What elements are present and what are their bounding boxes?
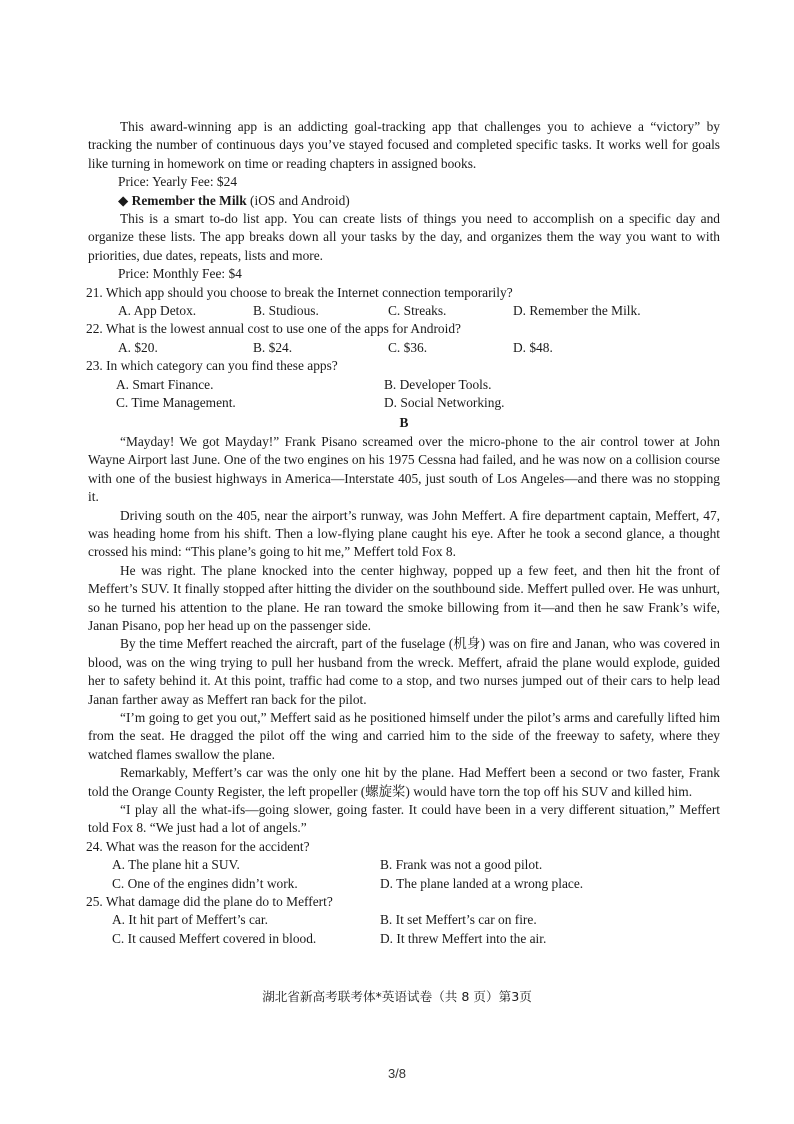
question-stem: 21. Which app should you choose to break the Internet connection temporarily?: [86, 284, 513, 300]
diamond-bullet-icon: ◆: [118, 192, 129, 208]
passage-paragraph: Remarkably, Meffert’s car was the only one hit by the plane. Had Meffert been a second or two faster, Frank told the Orange County Register, the left propeller (螺旋桨) would have torn the top off his SUV and killed him.: [88, 765, 720, 799]
page-footer: 湖北省新高考联考体*英语试卷（共 8 页）第3页: [262, 989, 532, 1004]
answer-option: D. It threw Meffert into the air.: [380, 930, 547, 946]
answer-option: B. $24.: [253, 339, 293, 355]
passage-paragraph: “I’m going to get you out,” Meffert said as he positioned himself under the pilot’s arms and carefully lifted him from the seat. He dragged the pilot off the wing and carried him to the side of the freeway to safety, where they watched flames swallow the plane.: [88, 710, 720, 762]
answer-options: [88, 339, 720, 357]
answer-option: C. One of the engines didn’t work.: [112, 875, 298, 891]
answer-option: D. The plane landed at a wrong place.: [380, 875, 584, 891]
app-price: Price: Yearly Fee: $24: [118, 174, 238, 190]
answer-option: C. Time Management.: [116, 395, 236, 411]
answer-option: A. The plane hit a SUV.: [112, 857, 240, 873]
passage-paragraph: By the time Meffert reached the aircraft, part of the fuselage (机身) was on fire and Janan, who was covered in blood, was on the wing trying to pull her husband from the wreck. Meffert, afraid the plane would explode, guided her to safety behind it. At this point, traffic had come to a stop, and two nurses jumped out of their cars to help lead Janan farther away as Meffert ran back for the pilot.: [88, 636, 720, 707]
app-heading: [88, 192, 720, 210]
exam-page: [88, 118, 720, 948]
answer-options: [88, 911, 720, 948]
app-price: Price: Monthly Fee: $4: [118, 266, 242, 282]
answer-option: D. Remember the Milk.: [513, 303, 641, 319]
answer-option: D. $48.: [513, 339, 553, 355]
answer-option: B. It set Meffert’s car on fire.: [380, 912, 537, 928]
section-label: B: [399, 414, 409, 430]
answer-option: D. Social Networking.: [384, 395, 505, 411]
answer-option: B. Studious.: [253, 303, 319, 319]
answer-option: A. It hit part of Meffert’s car.: [112, 912, 268, 928]
answer-option: A. Smart Finance.: [116, 376, 214, 392]
question-stem: 22. What is the lowest annual cost to use one of the apps for Android?: [86, 321, 461, 337]
answer-options: [88, 302, 720, 320]
passage-paragraph: “I play all the what-ifs—going slower, going faster. It could have been in a very different situation,” Meffert told Fox 8. “We just had a lot of angels.”: [88, 802, 720, 836]
answer-option: A. App Detox.: [118, 303, 197, 319]
answer-option: B. Frank was not a good pilot.: [380, 857, 543, 873]
answer-option: C. $36.: [388, 339, 428, 355]
answer-option: B. Developer Tools.: [384, 376, 492, 392]
passage-paragraph: Driving south on the 405, near the airport’s runway, was John Meffert. A fire department captain, Meffert, 47, was heading home from his shift. Then a low-flying plane caught his eye. After he took a second glance, a thought crossed his mind: “This plane’s going to hit me,” Meffert told Fox 8.: [88, 507, 720, 560]
app-platform: (iOS and Android): [246, 192, 350, 208]
answer-option: A. $20.: [118, 339, 158, 355]
question-stem: 24. What was the reason for the accident?: [86, 838, 310, 854]
answer-options: [88, 376, 720, 413]
app-name: Remember the Milk: [131, 192, 247, 208]
passage-paragraph: He was right. The plane knocked into the center highway, popped up a few feet, and then hit the front of Meffert’s SUV. It finally stopped after hitting the divider on the southbound side. Meffert pulled over. He was unhurt, so he turned his attention to the plane. He ran toward the smoke billowing from it—and then he saw Frank’s wife, Janan Pisano, pop her head up on the passenger side.: [88, 562, 720, 633]
answer-options: [88, 856, 720, 893]
question-stem: 23. In which category can you find these apps?: [86, 358, 338, 374]
answer-option: C. Streaks.: [388, 303, 447, 319]
app-description-paragraph: This award-winning app is an addicting goal-tracking app that challenges you to achieve a “victory” by tracking the number of continuous days you’ve stayed focused and completed specific tasks. It works well for goals like turning in homework on time or reading chapters in assigned books.: [88, 119, 720, 171]
app-description-paragraph: This is a smart to-do list app. You can create lists of things you need to accomplish on a specific day and organize these lists. The app breaks down all your tasks by the day, and organizes them the way you want to with priorities, due dates, repeats, lists and more.: [88, 211, 720, 263]
page-number: 3/8: [387, 1066, 407, 1081]
answer-option: C. It caused Meffert covered in blood.: [112, 930, 317, 946]
passage-paragraph: “Mayday! We got Mayday!” Frank Pisano screamed over the micro-phone to the air control tower at John Wayne Airport last June. One of the two engines on his 1975 Cessna had failed, and he was now on a collision course with one of the busiest highways in America—Interstate 405, just south of Los Angeles—and there was no stopping it.: [88, 433, 720, 505]
question-stem: 25. What damage did the plane do to Meffert?: [86, 894, 333, 910]
